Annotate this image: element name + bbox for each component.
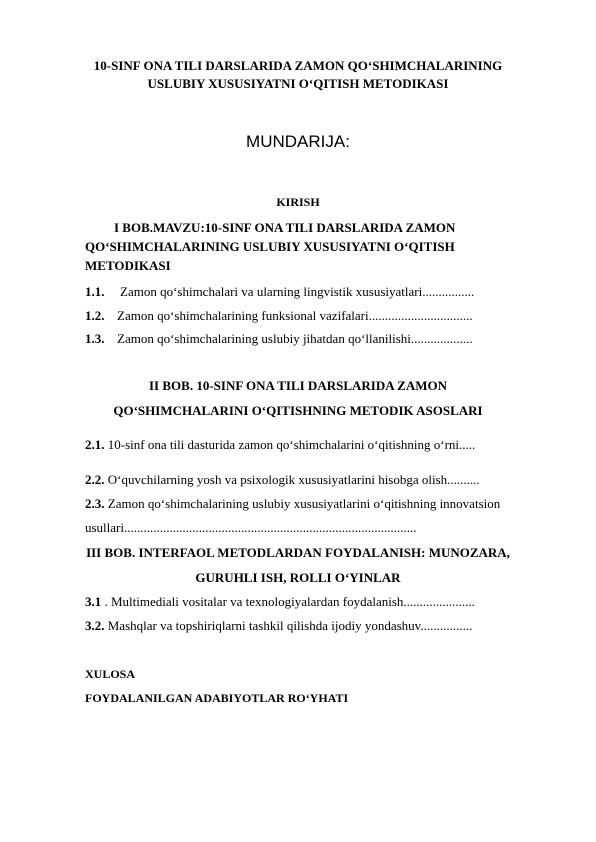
chapter-3-title-line-2: GURUHLI ISH, ROLLI O‘YINLAR [195, 570, 401, 585]
toc-item-text: Zamon qo‘shimchalarining funksional vazifalari................................ [117, 308, 473, 323]
bibliography-heading: FOYDALANILGAN ADABIYOTLAR RO‘YHATI [85, 691, 349, 705]
chapter-3-title: INTERFAOL METODLARDAN FOYDALANISH: MUNOZARA, [138, 545, 510, 560]
toc-item-text: Zamon qo‘shimchalari va ularning lingvistik xususiyatlari................ [120, 284, 475, 299]
toc-item-2-3-continuation: usullari.......................................................................................... [85, 520, 417, 535]
toc-item-text: Mashqlar va topshiriqlarni tashkil qilishda ijodiy yondashuv................ [107, 618, 473, 633]
toc-item-2-3 [85, 496, 500, 512]
toc-item-2-1 [85, 437, 475, 453]
toc-item-3-2 [85, 618, 472, 634]
toc-item-3-1 [85, 594, 475, 610]
toc-item-text: Zamon qo‘shimchalarining uslubiy jihatdan qo‘llanilishi................... [117, 331, 473, 346]
toc-item-number: 1.2. [85, 308, 105, 323]
toc-item-1-3 [85, 331, 473, 347]
toc-item-1-1 [85, 284, 474, 300]
toc-item-text: O‘quvchilarning yosh va psixologik xususiyatlarini hisobga olish.......... [107, 472, 480, 487]
toc-item-number: 2.2. [85, 472, 108, 487]
toc-item-text: 10-sinf ona tili dasturida zamon qo‘shimchalarini o‘qitishning o‘rni..... [107, 437, 476, 452]
toc-item-number: 2.1. [85, 437, 108, 452]
toc-item-text: . Multimediali vositalar va texnologiyalardan foydalanish...................... [104, 594, 475, 609]
conclusion-heading: XULOSA [85, 667, 136, 681]
document-title-line-1: 10-SINF ONA TILI DARSLARIDA ZAMON QO‘SHIMCHALARINING [93, 58, 503, 73]
toc-item-1-2 [85, 308, 473, 324]
chapter-1-title-line-2: QO‘SHIMCHALARINING USLUBIY XUSUSIYATNI O‘QITISH [85, 239, 455, 254]
toc-item-number: 2.3. [85, 496, 108, 511]
chapter-2-title-line-1: II BOB. 10-SINF ONA TILI DARSLARIDA ZAMON [149, 378, 447, 393]
contents-heading: MUNDARIJA: [246, 132, 350, 151]
toc-item-number: 1.1. [85, 284, 105, 299]
document-title-line-2: USLUBIY XUSUSIYATNI O‘QITISH METODIKASI [147, 76, 449, 91]
chapter-3-title-line-1 [0, 545, 596, 561]
toc-item-number: 1.3. [85, 331, 105, 346]
toc-item-text: Zamon qo‘shimchalarining uslubiy xususiyatlarini o‘qitishning innovatsion [107, 496, 501, 511]
toc-item-number: 3.2. [85, 618, 108, 633]
chapter-2-title-line-2: QO‘SHIMCHALARINI O‘QITISHNING METODIK ASOSLARI [113, 403, 483, 418]
chapter-1-title-line-3: METODIKASI [85, 258, 171, 273]
toc-item-2-2 [85, 472, 480, 488]
chapter-3-label: III BOB. [86, 545, 139, 560]
toc-item-number: 3.1 [85, 594, 102, 609]
chapter-1-title-line-1: I BOB.MAVZU:10-SINF ONA TILI DARSLARIDA ZAMON [114, 220, 456, 235]
intro-heading: KIRISH [276, 195, 320, 209]
